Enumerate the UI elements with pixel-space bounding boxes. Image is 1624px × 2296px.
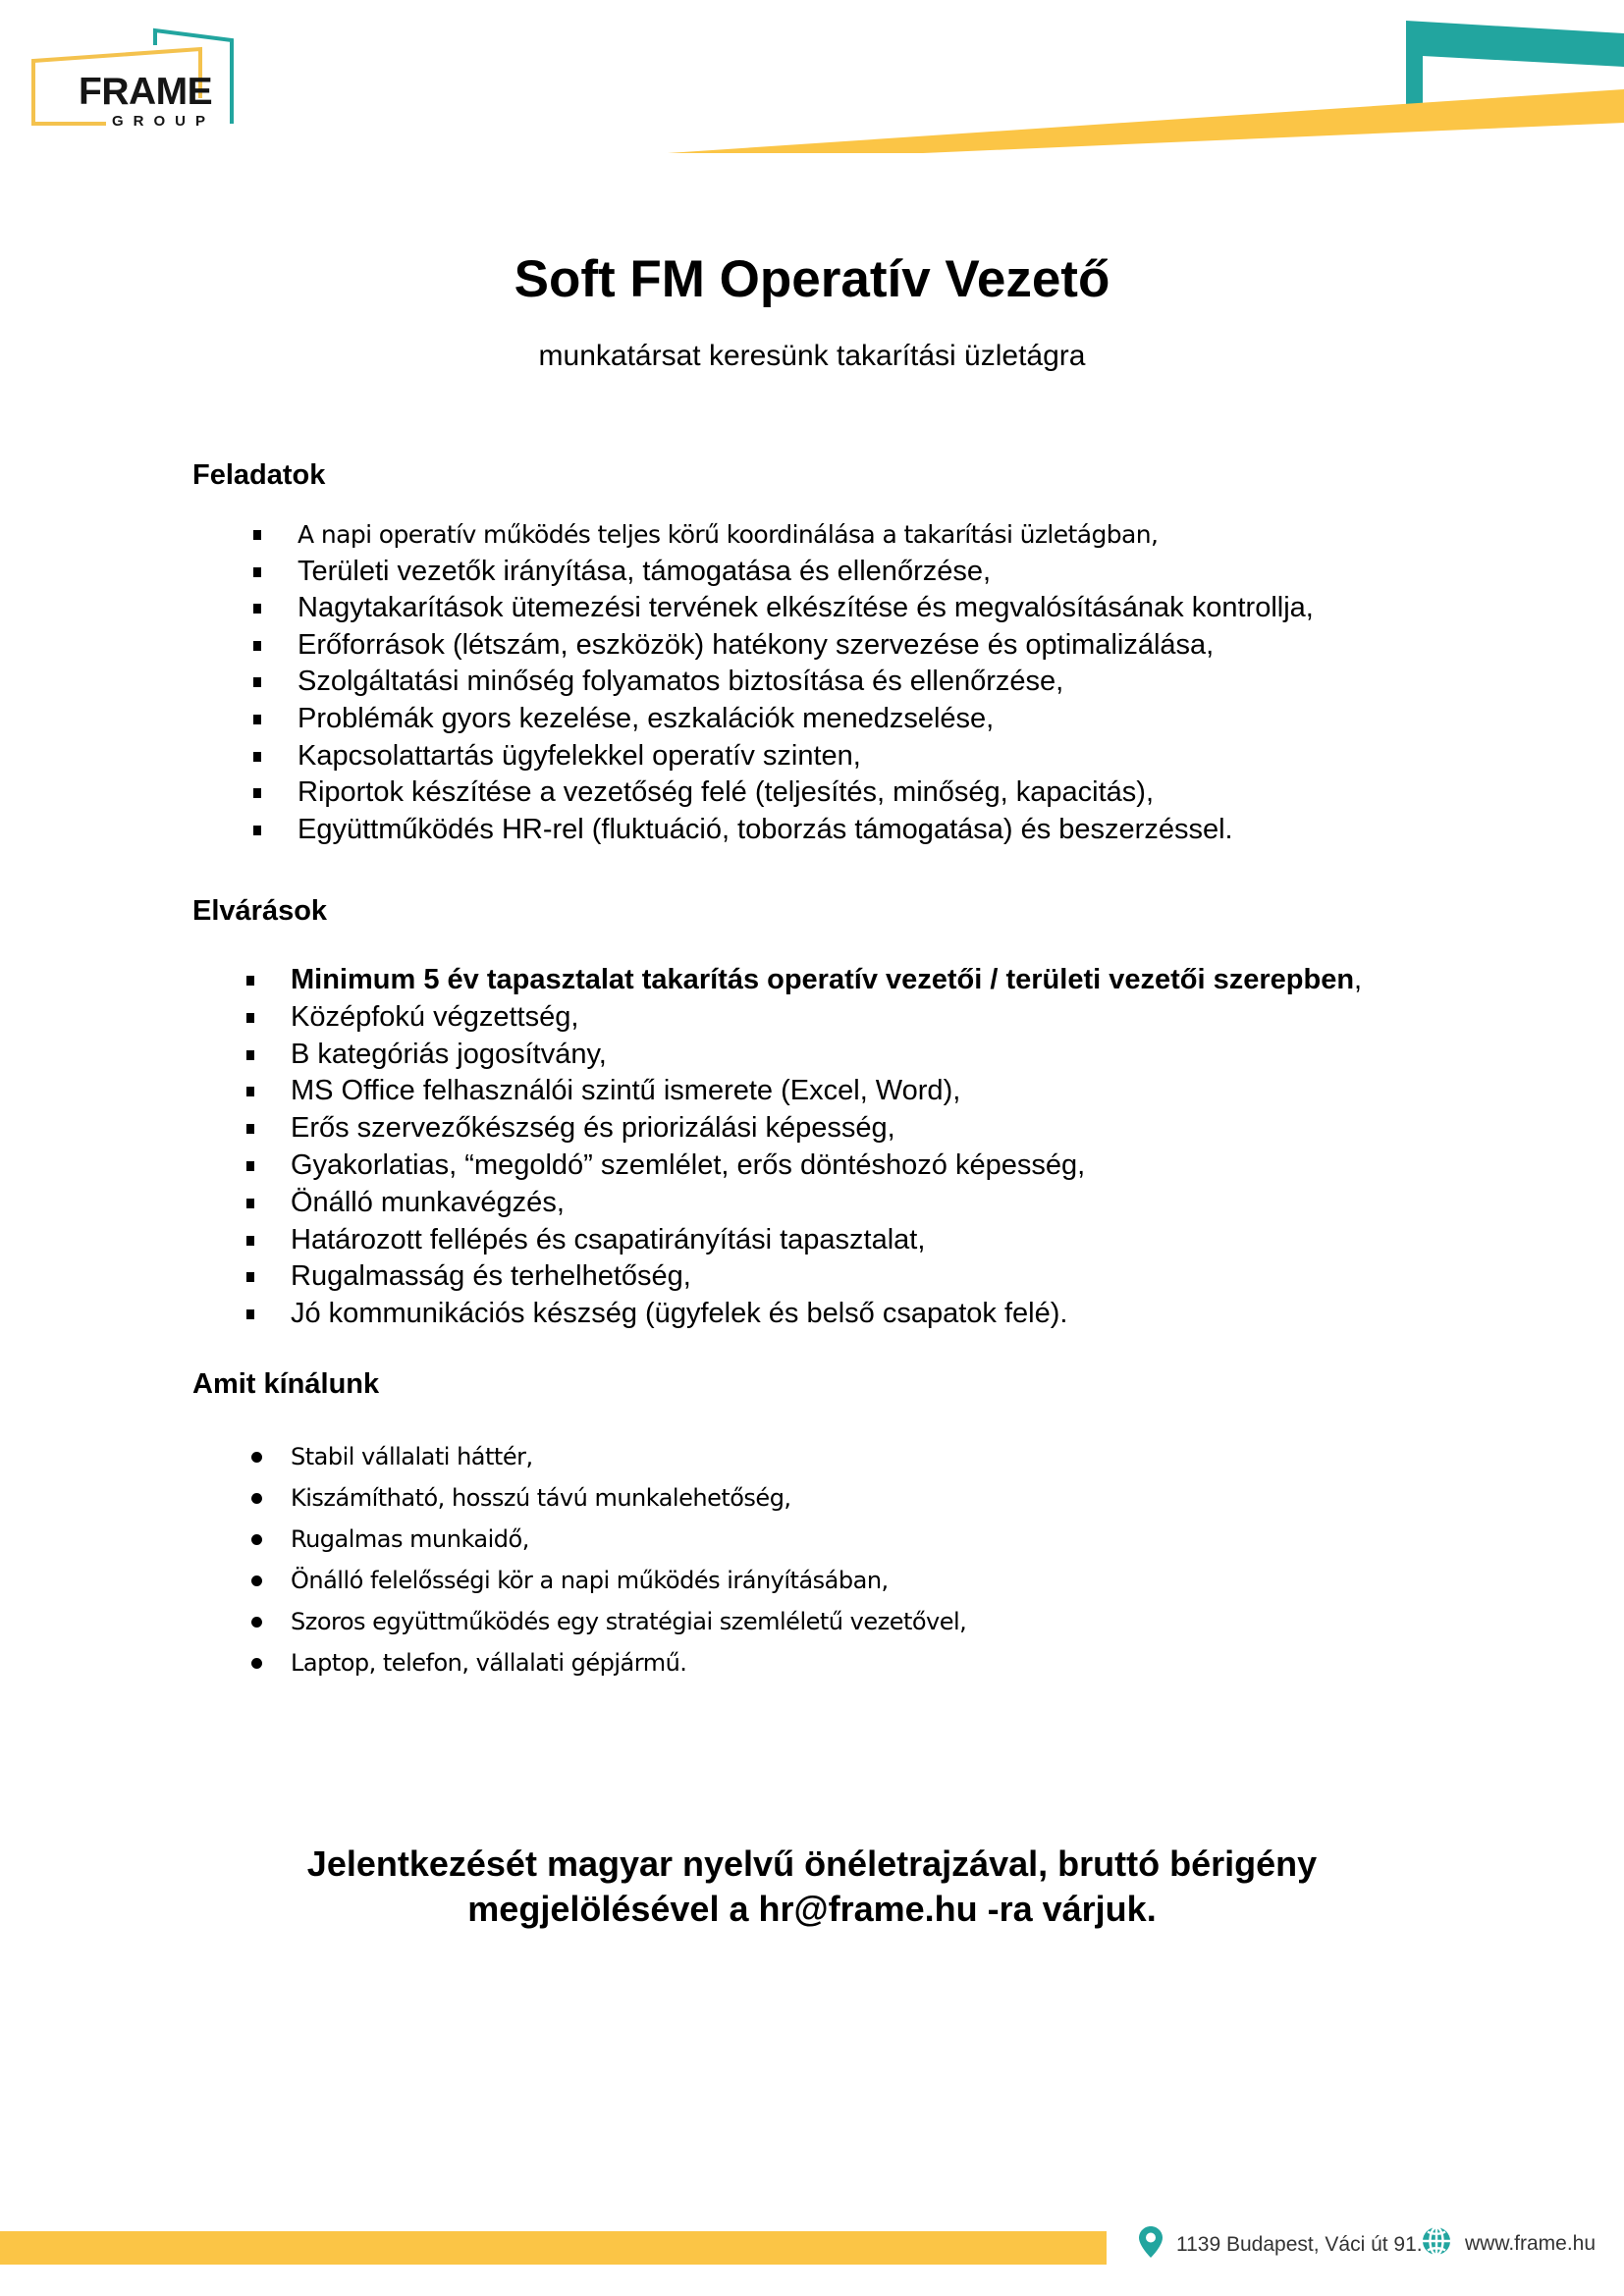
- square-bullet-icon: [253, 788, 261, 798]
- application-line-1: Jelentkezését magyar nyelvű önéletrajzával, bruttó bérigény: [306, 1843, 1318, 1884]
- round-bullet-icon: [251, 1658, 262, 1669]
- application-line-2: megjelölésével a hr@frame.hu -ra várjuk.: [467, 1889, 1157, 1929]
- website-link[interactable]: www.frame.hu: [1465, 2232, 1597, 2255]
- list-item: Gyakorlatias, “megoldó” szemlélet, erős döntéshozó képesség,: [291, 1148, 1362, 1185]
- location-pin-icon: [1139, 2226, 1163, 2264]
- logo-group-text: GROUP: [112, 113, 216, 130]
- header-decoration: [0, 0, 1624, 167]
- highlighted-requirement: Minimum 5 év tapasztalat takarítás operatív vezetői / területi vezetői szerepben: [291, 964, 1355, 995]
- list-item: MS Office felhasználói szintű ismerete (Excel, Word),: [291, 1073, 1362, 1110]
- list-item: Szolgáltatási minőség folyamatos biztosítása és ellenőrzése,: [298, 664, 1314, 701]
- address-text: 1139 Budapest, Váci út 91.: [1176, 2233, 1423, 2256]
- footer-website[interactable]: [1422, 2226, 1596, 2262]
- list-item: Határozott fellépés és csapatirányítási tapasztalat,: [291, 1222, 1362, 1259]
- square-bullet-icon: [246, 1272, 254, 1282]
- list-item: Minimum 5 év tapasztalat takarítás operatív vezetői / területi vezetői szerepben,: [291, 962, 1362, 999]
- square-bullet-icon: [246, 976, 254, 986]
- page-title: Soft FM Operatív Vezető: [514, 250, 1110, 308]
- list-item: Laptop, telefon, vállalati gépjármű.: [291, 1642, 966, 1683]
- page-subtitle: munkatársat keresünk takarítási üzletágra: [538, 340, 1086, 372]
- footer-address: [1139, 2226, 1423, 2264]
- list-item: Rugalmasság és terhelhetőség,: [291, 1258, 1362, 1296]
- footer-yellow-bar: [0, 2231, 1107, 2265]
- square-bullet-icon: [246, 1050, 254, 1060]
- list-item: Szoros együttműködés egy stratégiai szemléletű vezetővel,: [291, 1601, 966, 1642]
- list-item: Stabil vállalati háttér,: [291, 1436, 966, 1477]
- square-bullet-icon: [253, 567, 261, 577]
- section-heading-requirements: Elvárások: [192, 895, 328, 927]
- round-bullet-icon: [251, 1575, 262, 1586]
- list-item: Erős szervezőkészség és priorizálási képesség,: [291, 1110, 1362, 1148]
- frame-group-logo: [27, 26, 239, 128]
- section-heading-offers: Amit kínálunk: [192, 1368, 380, 1400]
- list-item: Önálló munkavégzés,: [291, 1185, 1362, 1222]
- square-bullet-icon: [253, 604, 261, 614]
- square-bullet-icon: [246, 1087, 254, 1096]
- square-bullet-icon: [246, 1013, 254, 1023]
- square-bullet-icon: [246, 1161, 254, 1171]
- square-bullet-icon: [246, 1124, 254, 1134]
- tasks-list: [298, 516, 1314, 848]
- list-item: Kapcsolattartás ügyfelekkel operatív szinten,: [298, 738, 1314, 775]
- list-item: Problémák gyors kezelése, eszkalációk menedzselése,: [298, 701, 1314, 738]
- list-item: Riportok készítése a vezetőség felé (teljesítés, minőség, kapacitás),: [298, 774, 1314, 812]
- round-bullet-icon: [251, 1452, 262, 1463]
- square-bullet-icon: [246, 1199, 254, 1208]
- application-instructions: [0, 1842, 1624, 1932]
- square-bullet-icon: [253, 715, 261, 724]
- square-bullet-icon: [246, 1309, 254, 1319]
- list-item: Önálló felelősségi kör a napi működés irányításában,: [291, 1560, 966, 1601]
- logo-frame-text: FRAME: [79, 71, 213, 113]
- square-bullet-icon: [253, 826, 261, 835]
- square-bullet-icon: [253, 752, 261, 762]
- list-item: Erőforrások (létszám, eszközök) hatékony szervezése és optimalizálása,: [298, 627, 1314, 665]
- list-item: Kiszámítható, hosszú távú munkalehetőség,: [291, 1477, 966, 1519]
- yellow-swoosh-shape: [668, 89, 1624, 153]
- square-bullet-icon: [253, 677, 261, 687]
- globe-icon: [1422, 2226, 1451, 2262]
- list-item: Középfokú végzettség,: [291, 999, 1362, 1037]
- requirements-list: [291, 962, 1362, 1333]
- list-item: Területi vezetők irányítása, támogatása és ellenőrzése,: [298, 554, 1314, 591]
- square-bullet-icon: [246, 1236, 254, 1246]
- list-item: Együttműködés HR-rel (fluktuáció, toborzás támogatása) és beszerzéssel.: [298, 812, 1314, 849]
- square-bullet-icon: [253, 641, 261, 651]
- round-bullet-icon: [251, 1617, 262, 1628]
- list-item: Rugalmas munkaidő,: [291, 1519, 966, 1560]
- offers-list: [291, 1436, 966, 1683]
- round-bullet-icon: [251, 1493, 262, 1504]
- section-heading-tasks: Feladatok: [192, 459, 326, 491]
- list-item: B kategóriás jogosítvány,: [291, 1037, 1362, 1074]
- round-bullet-icon: [251, 1534, 262, 1545]
- list-item: Nagytakarítások ütemezési tervének elkészítése és megvalósításának kontrollja,: [298, 590, 1314, 627]
- list-item: A napi operatív működés teljes körű koordinálása a takarítási üzletágban,: [298, 516, 1314, 554]
- square-bullet-icon: [253, 530, 261, 540]
- list-item: Jó kommunikációs készség (ügyfelek és belső csapatok felé).: [291, 1296, 1362, 1333]
